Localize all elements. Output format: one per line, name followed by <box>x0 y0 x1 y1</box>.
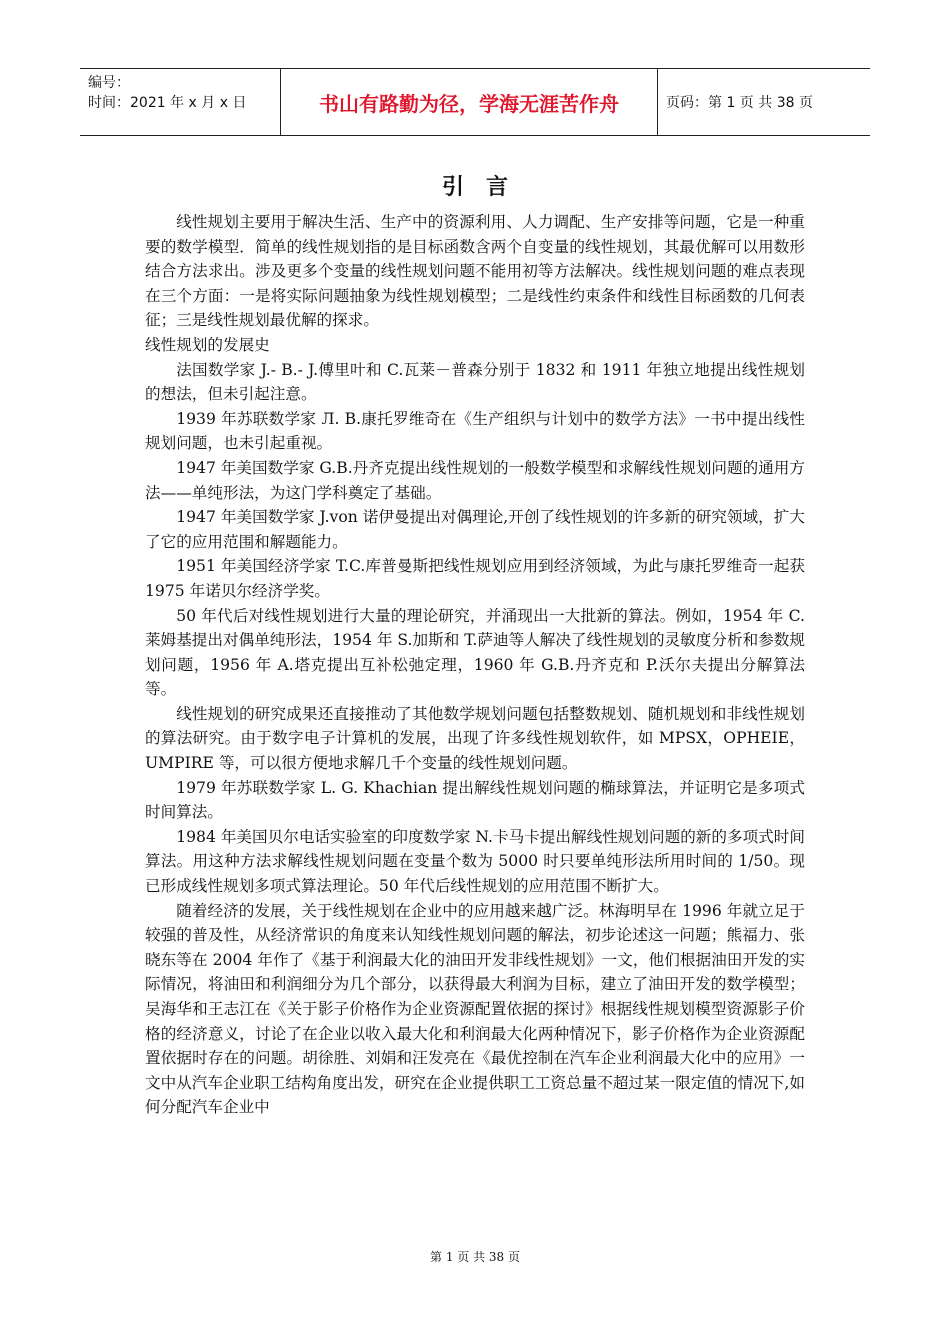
header-page-info: 页码：第 1 页 共 38 页 <box>666 95 813 111</box>
paragraph: 1951 年美国经济学家 T.C.库普曼斯把线性规划应用到经济领域，为此与康托罗维奇一起获 1975 年诺贝尔经济学奖。 <box>145 557 805 600</box>
page-header <box>80 68 870 136</box>
page-footer: 第 1 页 共 38 页 <box>430 1250 520 1264</box>
section-heading: 线性规划的发展史 <box>145 335 270 354</box>
page-title: 引 言 <box>441 175 508 200</box>
code-label: 编号： <box>88 75 130 91</box>
paragraph: 法国数学家 J.- B.- J.傅里叶和 C.瓦莱－普森分别于 1832 和 1911 年独立地提出线性规划的想法，但未引起注意。 <box>145 360 805 404</box>
date-line: 时间：2021 年 x 月 x 日 <box>88 95 247 111</box>
paragraph: 随着经济的发展，关于线性规划在企业中的应用越来越广泛。林海明早在 1996 年就立足于较强的普及性，从经济常识的角度来认知线性规划问题的解法，初步论述这一问题；熊福力、张晓东等在 2004 年作了《基于利润最大化的油田开发非线性规划》一文，他们根据油田开发的实际情况，将油田和利润细分为几个部分，以获得最大利润为目标，建立了油田开发的数学模型；吴海华和王志江在《关于影子价格作为企业资源配置依据的探讨》根据线性规划模型资源影子价格的经济意义，讨论了在企业以收入最大化和利润最大化两种情况下，影子价格作为企业资源配置依据时存在的问题。胡徐胜、刘娟和汪发亮在《最优控制在汽车企业利润最大化中的应用》一文中从汽车企业职工结构角度出发，研究在企业提供职工工资总量不超过某一限定值的情况下,如何分配汽车企业中 <box>145 901 805 1117</box>
paragraph: 1979 年苏联数学家 L. G. Khachian 提出解线性规划问题的椭球算法，并证明它是多项式时间算法。 <box>145 778 805 822</box>
header-motto: 书山有路勤为径，学海无涯苦作舟 <box>280 69 658 135</box>
header-meta <box>80 69 280 135</box>
document-body <box>145 210 805 1120</box>
paragraph: 线性规划的研究成果还直接推动了其他数学规划问题包括整数规划、随机规划和非线性规划的算法研究。由于数字电子计算机的发展，出现了许多线性规划软件，如 MPSX，OPHEIE，UMPIRE 等，可以很方便地求解几千个变量的线性规划问题。 <box>145 704 805 773</box>
paragraph: 1939 年苏联数学家 Л. В.康托罗维奇在《生产组织与计划中的数学方法》一书中提出线性规划问题，也未引起重视。 <box>145 409 805 453</box>
paragraph: 50 年代后对线性规划进行大量的理论研究，并涌现出一大批新的算法。例如，1954 年 C.莱姆基提出对偶单纯形法，1954 年 S.加斯和 T.萨迪等人解决了线性规划的灵敏度分析和参数规划问题，1956 年 A.塔克提出互补松弛定理，1960 年 G.B.丹齐克和 P.沃尔夫提出分解算法等。 <box>145 606 805 699</box>
paragraph: 1984 年美国贝尔电话实验室的印度数学家 N.卡马卡提出解线性规划问题的新的多项式时间算法。用这种方法求解线性规划问题在变量个数为 5000 时只要单纯形法所用时间的 1/50。现已形成线性规划多项式算法理论。50 年代后线性规划的应用范围不断扩大。 <box>145 827 805 896</box>
paragraph: 1947 年美国数学家 J.von 诺伊曼提出对偶理论,开创了线性规划的许多新的研究领域，扩大了它的应用范围和解题能力。 <box>145 508 805 551</box>
paragraph-intro: 线性规划主要用于解决生活、生产中的资源利用、人力调配、生产安排等问题，它是一种重要的数学模型．简单的线性规划指的是目标函数含两个自变量的线性规划，其最优解可以用数形结合方法求出。涉及更多个变量的线性规划问题不能用初等方法解决。线性规划问题的难点表现在三个方面：一是将实际问题抽象为线性规划模型；二是线性约束条件和线性目标函数的几何表征；三是线性规划最优解的探求。 <box>145 213 805 330</box>
paragraph: 1947 年美国数学家 G.B.丹齐克提出线性规划的一般数学模型和求解线性规划问题的通用方法——单纯形法，为这门学科奠定了基础。 <box>145 458 805 502</box>
